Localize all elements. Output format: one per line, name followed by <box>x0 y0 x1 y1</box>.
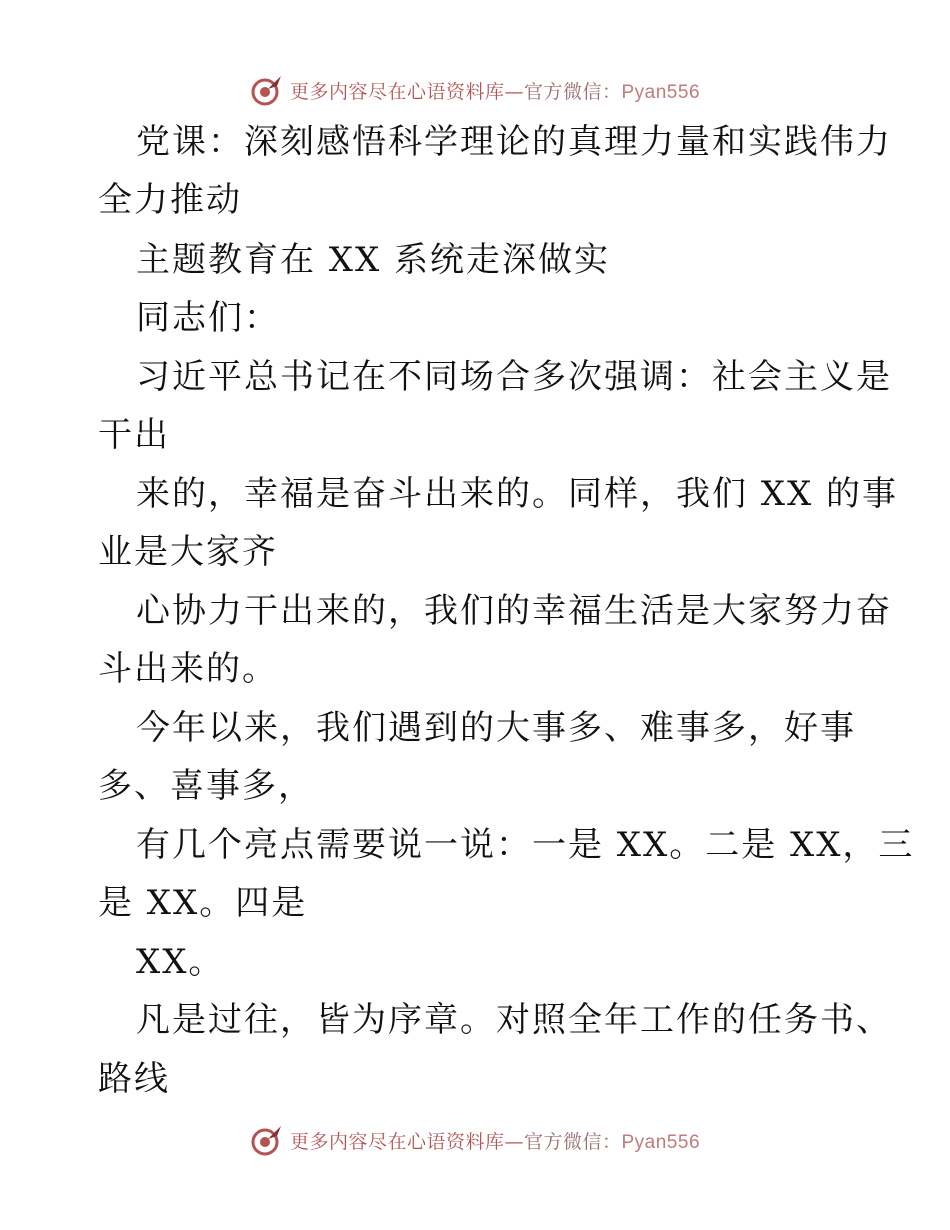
doc-line: 路线 <box>98 1059 170 1099</box>
doc-line: 来的，幸福是奋斗出来的。同样，我们 XX 的事 <box>136 474 899 514</box>
doc-line: 凡是过往，皆为序章。对照全年工作的任务书、 <box>136 1000 892 1040</box>
header-watermark-banner <box>0 72 950 108</box>
doc-line: 多、喜事多， <box>98 766 314 806</box>
doc-line: XX。 <box>136 942 225 982</box>
watermark-text: 更多内容尽在心语资料库—官方微信：Pyan556 <box>289 80 701 103</box>
doc-line: 习近平总书记在不同场合多次强调：社会主义是 <box>136 357 892 397</box>
doc-line: 干出 <box>98 415 170 455</box>
doc-line: 心协力干出来的，我们的幸福生活是大家努力奋 <box>136 591 892 631</box>
doc-line: 业是大家齐 <box>98 532 278 572</box>
doc-line: 斗出来的。 <box>98 649 278 689</box>
doc-line: 全力推动 <box>98 180 242 220</box>
doc-line: 有几个亮点需要说一说：一是 XX。二是 XX，三 <box>136 825 915 865</box>
quill-logo-icon <box>250 73 284 107</box>
footer-watermark-banner <box>0 1122 950 1158</box>
watermark-text: 更多内容尽在心语资料库—官方微信：Pyan556 <box>289 1130 701 1153</box>
doc-line: 今年以来，我们遇到的大事多、难事多，好事 <box>136 708 856 748</box>
doc-line: 是 XX。四是 <box>98 883 308 923</box>
doc-line: 主题教育在 XX 系统走深做实 <box>136 240 611 280</box>
doc-line: 党课：深刻感悟科学理论的真理力量和实践伟力 <box>136 122 892 162</box>
quill-logo-icon <box>250 1123 284 1157</box>
doc-line: 同志们： <box>136 298 280 338</box>
